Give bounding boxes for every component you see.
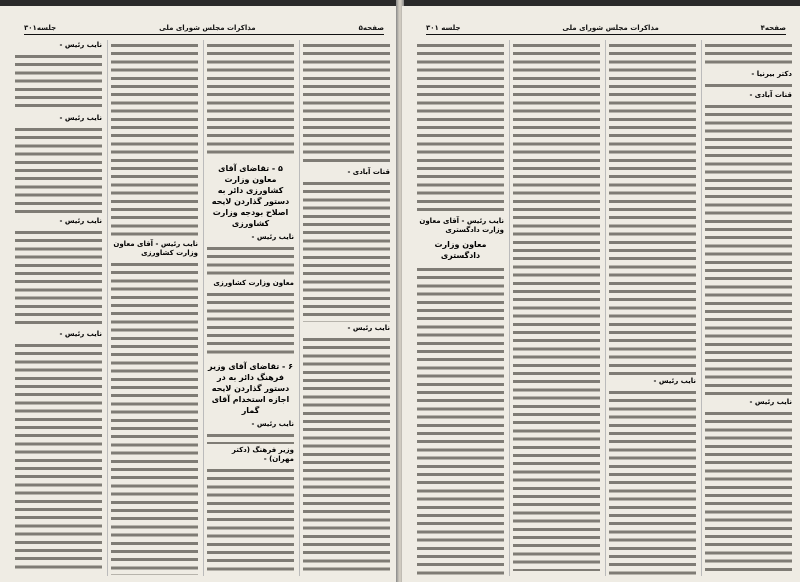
right-page (402, 6, 800, 582)
speaker-label: نایب رئیس - (653, 377, 696, 386)
section-heading: معاون وزارت دادگستری (434, 240, 487, 261)
speaker-label: نایب رئیس - آقای معاون وزارت کشاورزی (113, 239, 198, 257)
speaker-label: قنات آبادی - (749, 91, 792, 100)
page-header (24, 23, 384, 35)
speaker-label: معاون وزارت کشاورزی (213, 279, 294, 288)
session-number: جلسه ۳۰۱ (426, 23, 461, 32)
column (107, 40, 198, 576)
speaker-label: نایب رئیس - (59, 217, 102, 225)
speaker-label: نایب رئیس - (251, 420, 294, 429)
body-text-lines (15, 125, 102, 215)
body-text-lines (303, 335, 390, 575)
body-text-lines (705, 409, 792, 575)
column (203, 40, 294, 576)
body-text-lines (513, 41, 600, 571)
body-text-lines (705, 81, 792, 89)
body-text-lines (303, 41, 390, 166)
body-text-lines (111, 41, 198, 238)
speaker-label: نایب رئیس - (59, 114, 102, 122)
body-text-lines (705, 41, 792, 68)
page-header (426, 23, 786, 35)
page-number: صفحه۵ (358, 23, 384, 32)
speaker-label: نایب رئیس - آقای معاون وزارت دادگستری (419, 217, 504, 235)
speaker-label: وزیر فرهنگ (دکتر مهران) - (231, 445, 294, 463)
column (509, 40, 600, 576)
body-text-lines (207, 41, 294, 159)
column (414, 40, 504, 576)
speaker-label: نایب رئیس - (251, 232, 294, 241)
speaker-label: قنات آبادی - (347, 167, 390, 176)
speaker-label: نایب رئیس - (347, 324, 390, 333)
publication-title: مذاکرات مجلس شورای ملی (562, 23, 659, 32)
publication-title: مذاکرات مجلس شورای ملی (159, 23, 256, 32)
body-text-lines (207, 431, 294, 444)
body-text-lines (705, 102, 792, 395)
body-text-lines (609, 388, 696, 575)
column (701, 40, 792, 576)
left-page (0, 6, 398, 582)
body-text-lines (303, 179, 390, 323)
speaker-label: نایب رئیس - (59, 330, 102, 338)
body-text-lines (207, 290, 294, 357)
page-number: صفحه۴ (760, 23, 786, 32)
column (299, 40, 390, 576)
body-text-lines (207, 244, 294, 278)
speaker-label: نایب رئیس - (59, 41, 102, 49)
body-text-lines (15, 52, 102, 112)
section-heading: ۶ - تقاضای آقای وزیر فرهنگ دائر به در دستور گذاردن لایحه اجازه استخدام آقای گمار (207, 362, 294, 416)
column (12, 40, 102, 576)
speaker-label: دکتر بیرنیا - (751, 70, 792, 79)
section-heading: ۵ - تقاضای آقای معاون وزارت کشاورزی دائر به دستور گذاردن لایحه اصلاح بودجه وزارت کشاورزی (211, 163, 290, 228)
body-text-lines (417, 265, 504, 575)
body-text-lines (15, 341, 102, 571)
body-text-lines (15, 228, 102, 328)
body-text-lines (207, 466, 294, 575)
column (605, 40, 696, 576)
speaker-label: نایب رئیس - (749, 397, 792, 406)
body-text-lines (609, 41, 696, 375)
body-text-lines (111, 260, 198, 575)
session-number: جلسه۳۰۱ (24, 23, 57, 32)
body-text-lines (417, 41, 504, 215)
